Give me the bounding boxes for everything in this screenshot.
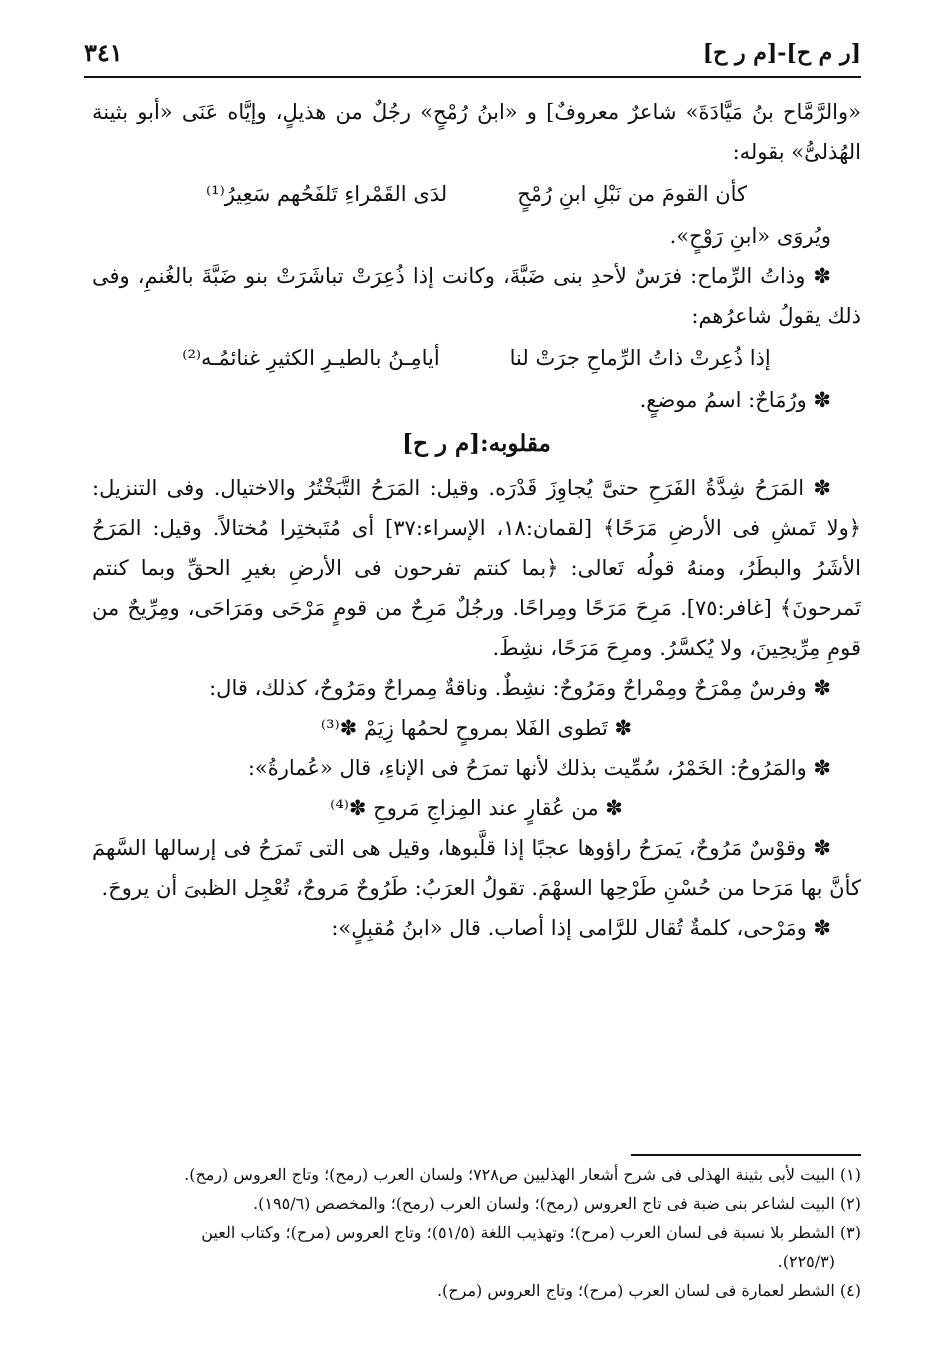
footnote-4: (٤) الشطر لعمارة فى لسان العرب (مرح)؛ وتاج العروس (مرح). (436, 1281, 861, 1300)
footnote-3-continuation: (٢٢٥/٣). (777, 1252, 835, 1271)
paragraph-6: ✽ وفرسٌ مِمْرَحٌ ومِمْراحٌ ومَرُوحٌ: نشِطٌ. وناقةٌ مِمراحٌ ومَرُوحٌ، كذلك، قال: (209, 676, 831, 700)
paragraph-8: ✽ وقوْسٌ مَرُوحٌ، يَمرَحُ راؤوها عجبًا إذا قلَّبوها، وقيل هى التى تَمرَحُ فى إرسالها السَّهمَ كأنَّ بها مَرَحا من حُسْنِ طَرْحِها السهْمَ. تقولُ العرَبُ: طَرُوحٌ مَروحٌ، تُعْجِل الظبىَ أن يروحَ. (92, 836, 861, 900)
paragraph-2: ويُروَى «ابنِ رَوْحٍ». (669, 224, 831, 248)
paragraph-4: ✽ ورُمَاحٌ: اسمُ موضعٍ. (639, 388, 831, 412)
verse-2-second-hemistich: أيامِـنُ بالطيـرِ الكثيرِ غنائمُـه⁽²⁾ (182, 346, 440, 370)
paragraph-7: ✽ والمَرُوحُ: الخَمْرُ، سُمِّيت بذلك لأنها تمرَحُ فى الإناءِ، قال «عُمارةُ»: (247, 756, 831, 780)
verse-1 (92, 174, 861, 214)
verse-4: ✽ من عُقارٍ عند المِزاجِ مَروحِ ✽⁽⁴⁾ (330, 796, 623, 820)
paragraph-9: ✽ ومَرْحى، كلمةٌ تُقال للرَّامى إذا أصاب. قال «ابنُ مُقبِلٍ»: (331, 916, 831, 940)
running-head (84, 36, 861, 78)
footnote-3: (٣) الشطر بلا نسبة فى لسان العرب (مرح)؛ وتهذيب اللغة (٥١/٥)؛ وتاج العروس (مرح)؛ وكتاب العين (201, 1223, 861, 1242)
verse-3: ✽ تَطوى الفَلا بمروحٍ لحمُها زِيَمْ ✽⁽³⁾ (320, 716, 633, 740)
footnote-2: (٢) البيت لشاعر بنى ضبة فى تاج العروس (رمح)؛ ولسان العرب (رمح)؛ والمخصص (١٩٥/٦). (253, 1194, 861, 1213)
verse-1-second-hemistich: لدَى القَمْراءِ تَلفَحُهم سَعِيرُ⁽¹⁾ (205, 182, 448, 206)
verse-2 (92, 338, 861, 378)
paragraph-3: ✽ وذاتُ الرِّماح: فرَسٌ لأحدِ بنى ضَبَّةَ، وكانت إذا ذُعِرَتْ تباشَرَتْ بنو ضَبَّةَ بالغُنمِ، وفى ذلك يقولُ شاعرُهم: (92, 264, 861, 328)
footnote-1: (١) البيت لأبى بثينة الهذلى فى شرح أشعار الهذليين ص٧٢٨؛ ولسان العرب (رمح)؛ وتاج العروس (رمح). (184, 1165, 861, 1184)
footnote-divider (631, 1154, 861, 1156)
page-number: ٣٤١ (84, 38, 123, 67)
footnotes (92, 1160, 861, 1305)
running-head-title: [ر م ح]-[م ر ح] (702, 40, 861, 66)
section-heading: مقلوبه:[م ر ح] (402, 430, 551, 457)
paragraph-5: ✽ المَرَحُ شِدَّةُ الفَرَحِ حتىَّ يُجاوِزَ قَدْرَه. وقيل: المَرَحُ التَّبَخْتُرُ والاختيال. وفى التنزيل: ﴿ولا تَمشِ فى الأرضِ مَرَحًا﴾ [لقمان:١٨، الإسراء:٣٧] أى مُتَبختِرا مُختالاً. وقيل: المَرَحُ الأشَرُ والبطَرُ، ومنهُ قولُه تَعالى: ﴿بما كنتم تفرحون فى الأرضِ بغيرِ الحقِّ وبما كنتم تَمرحونَ﴾ [غافر:٧٥]. مَرِحَ مَرَحًا ومِراحًا. ورجُلٌ مَرِحٌ من قومٍ مَرْحَى ومَرَاحَى، ومِرِّيحٌ من قومِ مِرِّيحِينَ، ولا يُكسَّرُ. ومرِحَ مَرَحًا، نشِطَ. (92, 476, 862, 660)
verse-2-first-hemistich: إذا ذُعِرتْ ذاتُ الرِّماحِ جرَتْ لنا (509, 346, 771, 370)
verse-1-first-hemistich: كأن القومَ من نَبْلِ ابنِ رُمْحٍ (517, 182, 748, 206)
main-text (92, 92, 861, 948)
paragraph-1: «والرَّمَّاح بنُ مَيَّادَةَ» شاعرٌ معروفٌ] و «ابنُ رُمْحٍ» رجُلٌ من هذيلٍ، وإيَّاه عَنَى «أبو بثينة الهُذلىُّ» بقوله: (92, 100, 861, 164)
